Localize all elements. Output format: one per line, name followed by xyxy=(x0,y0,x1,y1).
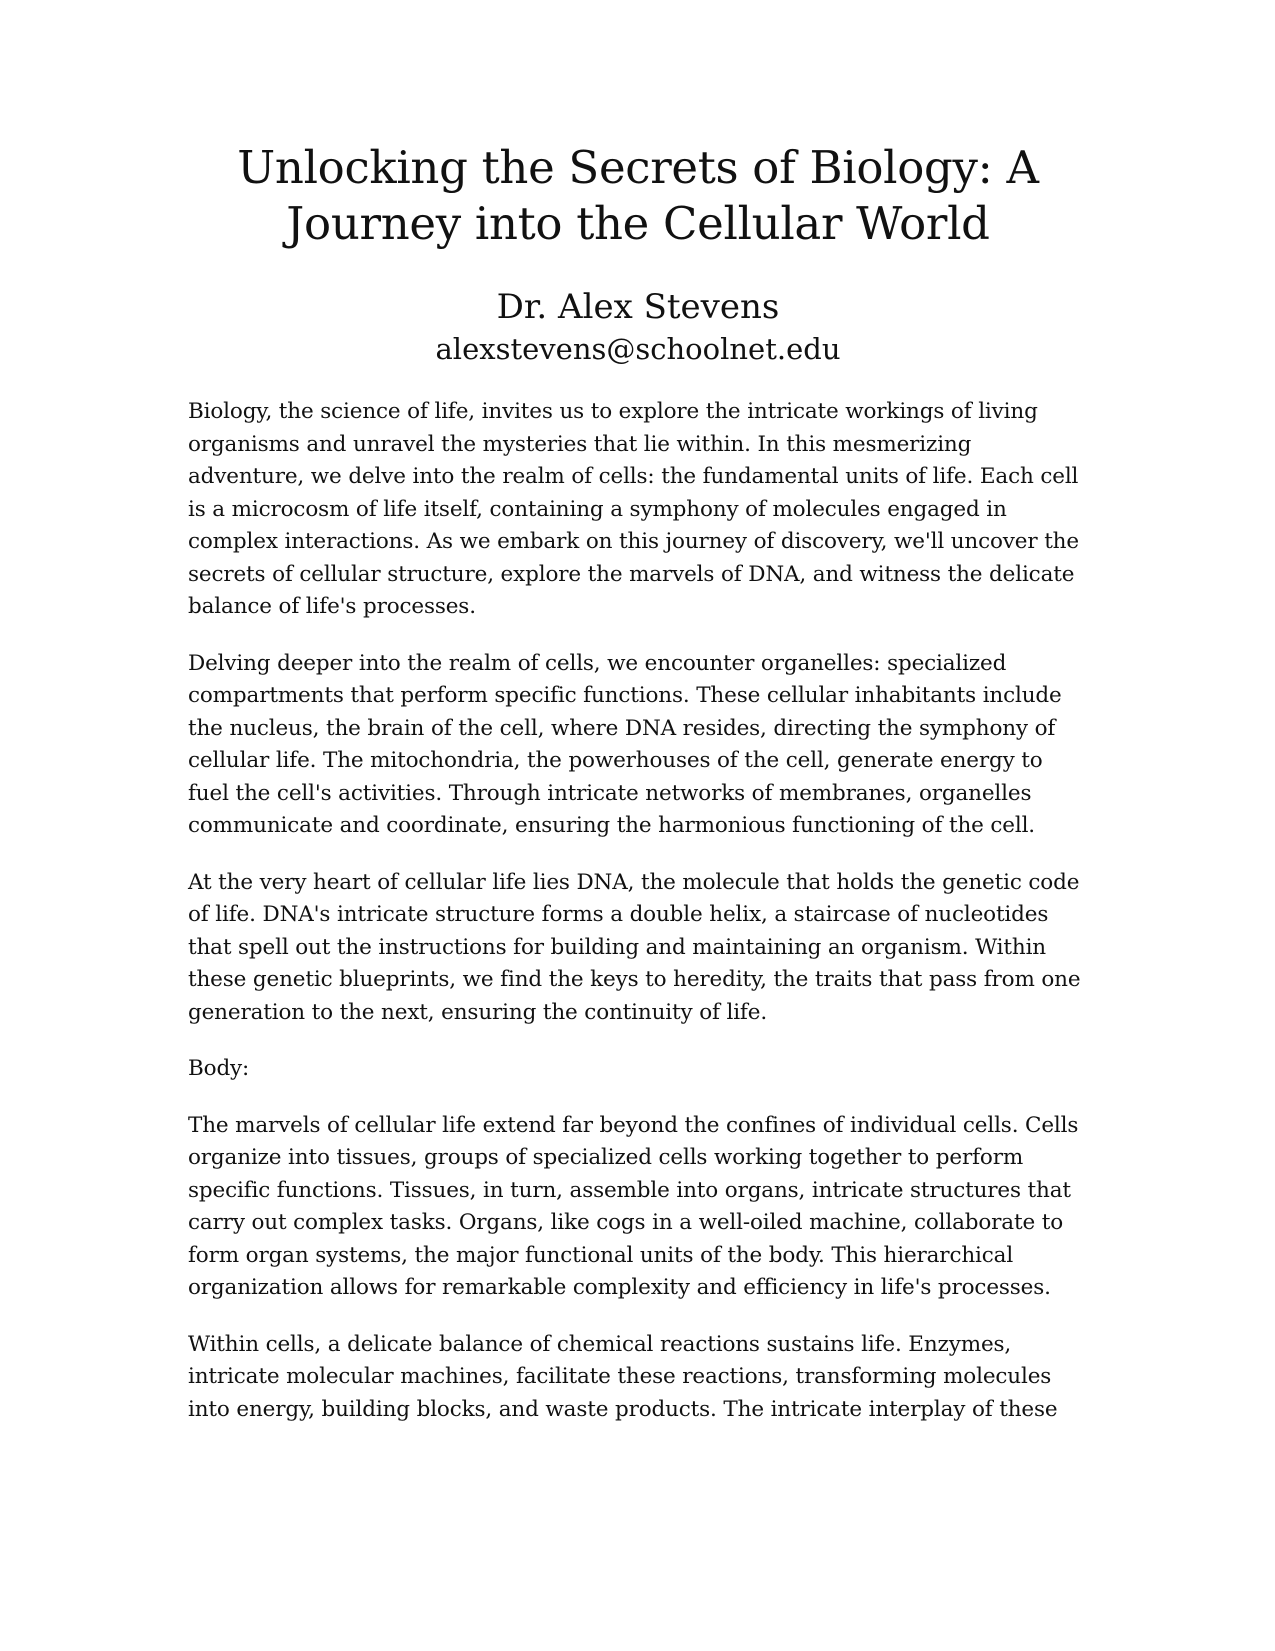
author-email: alexstevens@schoolnet.edu xyxy=(435,332,841,366)
paragraph-dna: At the very heart of cellular life lies DNA, the molecule that holds the genetic code of life. DNA's intricate structure forms a double helix, a staircase of nucleotides that spell out the instructions for building and maintaining an organism. Within these genetic blueprints, we find the keys to heredity, the traits that pass from one generation to the next, ensuring the continuity of life. xyxy=(188,869,1081,1025)
paragraph-enzymes: Within cells, a delicate balance of chemical reactions sustains life. Enzymes, intricate molecular machines, facilitate these reactions, transforming molecules into energy, building blocks, and waste products. The intricate interplay of these xyxy=(188,1331,1058,1422)
document-page xyxy=(188,140,1088,1450)
paragraph-organelles: Delving deeper into the realm of cells, we encounter organelles: specialized compartments that perform specific functions. These cellular inhabitants include the nucleus, the brain of the cell, where DNA resides, directing the symphony of cellular life. The mitochondria, the powerhouses of the cell, generate energy to fuel the cell's activities. Through intricate networks of membranes, organelles communicate and coordinate, ensuring the harmonious functioning of the cell. xyxy=(188,650,1062,838)
author-name: Dr. Alex Stevens xyxy=(496,287,780,327)
paragraph-tissues: The marvels of cellular life extend far beyond the confines of individual cells. Cells organize into tissues, groups of specialized cells working together to perform specific functions. Tissues, in turn, assemble into organs, intricate structures that carry out complex tasks. Organs, like cogs in a well-oiled machine, collaborate to form organ systems, the major functional units of the body. This hierarchical organization allows for remarkable complexity and efficiency in life's processes. xyxy=(188,1112,1079,1300)
paragraph-intro: Biology, the science of life, invites us to explore the intricate workings of living organisms and unravel the mysteries that lie within. In this mesmerizing adventure, we delve into the realm of cells: the fundamental units of life. Each cell is a microcosm of life itself, containing a symphony of molecules engaged in complex interactions. As we embark on this journey of discovery, we'll uncover the secrets of cellular structure, explore the marvels of DNA, and witness the delicate balance of life's processes. xyxy=(188,399,1079,619)
document-title: Unlocking the Secrets of Biology: A Journey into the Cellular World xyxy=(237,141,1039,250)
section-label-body: Body: xyxy=(188,1056,250,1081)
